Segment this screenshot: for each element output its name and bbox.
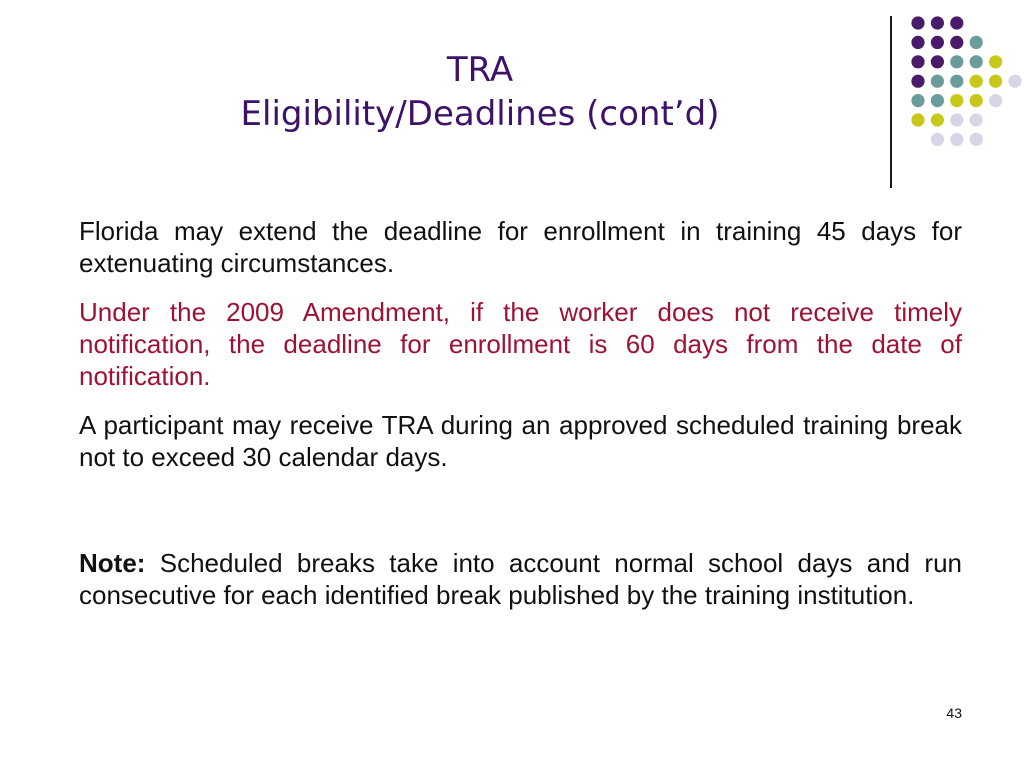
- slide-body: [79, 215, 962, 628]
- paragraph-note: [79, 547, 962, 611]
- vertical-divider: [890, 16, 892, 188]
- paragraph-extend-deadline: Florida may extend the deadline for enrollment in training 45 days for extenuating circumstances.: [79, 216, 962, 278]
- logo-dot-teal: [931, 94, 944, 107]
- paragraph-training-break: A participant may receive TRA during an approved scheduled training break not to exceed 30 calendar days.: [79, 410, 962, 472]
- logo-dot-teal: [970, 36, 983, 49]
- logo-dot-lavender: [1008, 75, 1021, 88]
- slide-title: [100, 48, 860, 136]
- logo-dot-lavender: [970, 113, 983, 126]
- logo-dot-teal: [911, 94, 924, 107]
- logo-dot-purple: [911, 75, 924, 88]
- logo-dot-yellow: [989, 75, 1002, 88]
- note-label: Note:: [79, 548, 146, 578]
- logo-dot-purple: [911, 36, 924, 49]
- logo-dot-lavender: [931, 133, 944, 146]
- logo-dot-yellow: [989, 55, 1002, 68]
- logo-dot-purple: [931, 16, 944, 29]
- logo-dot-purple: [950, 36, 963, 49]
- logo-dot-yellow: [950, 94, 963, 107]
- paragraph-2009-amendment: Under the 2009 Amendment, if the worker does not receive timely notification, the deadline for enrollment is 60 days from the date of notification.: [79, 297, 962, 391]
- logo-dot-lavender: [950, 113, 963, 126]
- logo-dot-teal: [970, 55, 983, 68]
- logo-dot-purple: [931, 36, 944, 49]
- logo-dot-purple: [931, 55, 944, 68]
- logo-dot-lavender: [989, 94, 1002, 107]
- logo-dot-lavender: [950, 133, 963, 146]
- logo-dot-yellow: [931, 113, 944, 126]
- note-text: Scheduled breaks take into account normal school days and run consecutive for each identified break published by the training institution.: [79, 548, 962, 610]
- logo-dot-yellow: [970, 75, 983, 88]
- page-number: 43: [946, 705, 962, 721]
- logo-dot-teal: [931, 75, 944, 88]
- title-line-2: Eligibility/Deadlines (cont’d): [240, 94, 720, 134]
- logo-dot-yellow: [911, 113, 924, 126]
- logo-dot-purple: [950, 16, 963, 29]
- logo-dot-teal: [950, 75, 963, 88]
- logo-dot-teal: [950, 55, 963, 68]
- logo-dot-purple: [911, 55, 924, 68]
- title-line-1: TRA: [446, 50, 514, 90]
- logo-dot-yellow: [970, 94, 983, 107]
- logo-dot-purple: [911, 16, 924, 29]
- logo-dot-lavender: [970, 133, 983, 146]
